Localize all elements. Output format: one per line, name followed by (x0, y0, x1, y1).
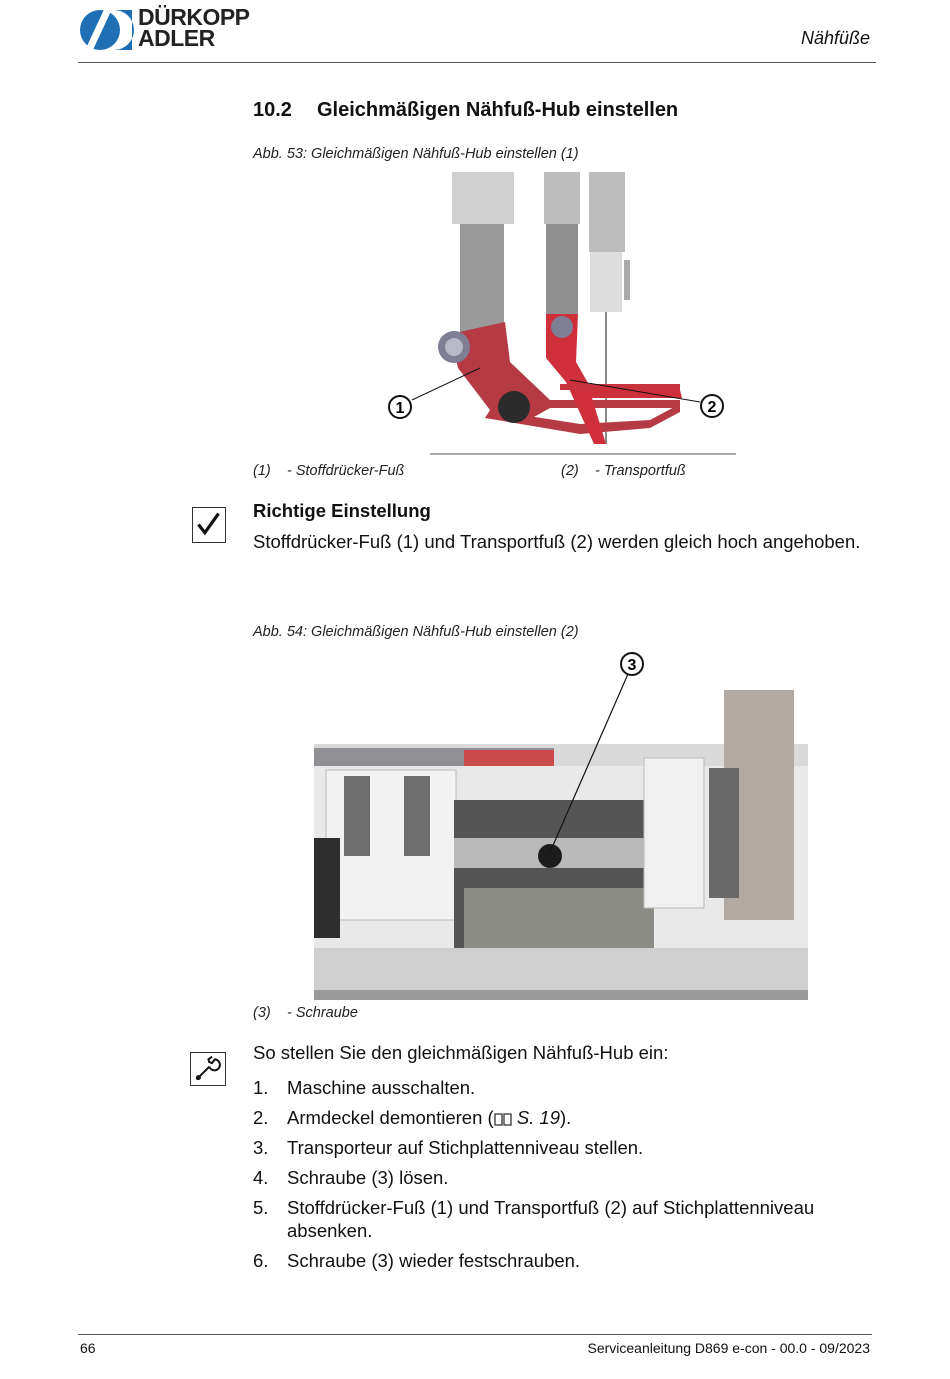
wrench-icon (190, 1052, 226, 1086)
procedure-steps (253, 1076, 853, 1279)
figure1-caption: Abb. 53: Gleichmäßigen Nähfuß-Hub einstellen (1) (253, 146, 579, 162)
heading-title: Gleichmäßigen Nähfuß-Hub einstellen (317, 99, 679, 121)
legend-item: (1) - Stoffdrücker-Fuß (253, 463, 405, 479)
figure2-caption: Abb. 54: Gleichmäßigen Nähfuß-Hub einstellen (2) (253, 624, 579, 640)
page-reference-link[interactable]: S. 19 (516, 1107, 561, 1128)
list-item: 6. Schraube (3) wieder festschrauben. (253, 1250, 581, 1271)
legend-item: (2) - Transportfuß (561, 463, 686, 479)
legend-item: (3) - Schraube (253, 1005, 358, 1021)
procedure-intro: So stellen Sie den gleichmäßigen Nähfuß-Hub ein: (253, 1042, 669, 1063)
callout-3-label: 3 (627, 657, 637, 674)
list-item: 2. Armdeckel demontieren ( S. 19). (253, 1107, 572, 1128)
checkmark-icon (192, 507, 226, 543)
note-title: Richtige Einstellung (253, 500, 431, 521)
list-item: 3. Transporteur auf Stichplattenniveau stellen. (253, 1137, 644, 1158)
note-text: Stoffdrücker-Fuß (1) und Transportfuß (2) werden gleich hoch angehoben. (253, 531, 861, 552)
footer-divider (78, 1334, 872, 1335)
page-title (253, 99, 678, 122)
callout-2-label: 2 (707, 399, 717, 416)
company-logo-icon (78, 8, 134, 52)
list-item: 5. Stoffdrücker-Fuß (1) und Transportfuß (2) auf Stichplattenniveau absenken. (253, 1197, 815, 1241)
document-id: Serviceanleitung D869 e-con - 00.0 - 09/2023 (587, 1340, 870, 1356)
page-number: 66 (80, 1340, 96, 1356)
header-divider (78, 62, 876, 63)
list-item: 4. Schraube (3) lösen. (253, 1167, 449, 1188)
heading-number: 10.2 (253, 99, 292, 121)
callout-1-label: 1 (395, 400, 405, 417)
section-title: Nähfüße (800, 28, 870, 48)
presser-feet-illustration (380, 172, 740, 458)
machine-photo (314, 648, 808, 1000)
book-icon (494, 1112, 512, 1126)
company-logo-text: DÜRKOPP ADLER (138, 4, 250, 51)
list-item: 1. Maschine ausschalten. (253, 1077, 476, 1098)
